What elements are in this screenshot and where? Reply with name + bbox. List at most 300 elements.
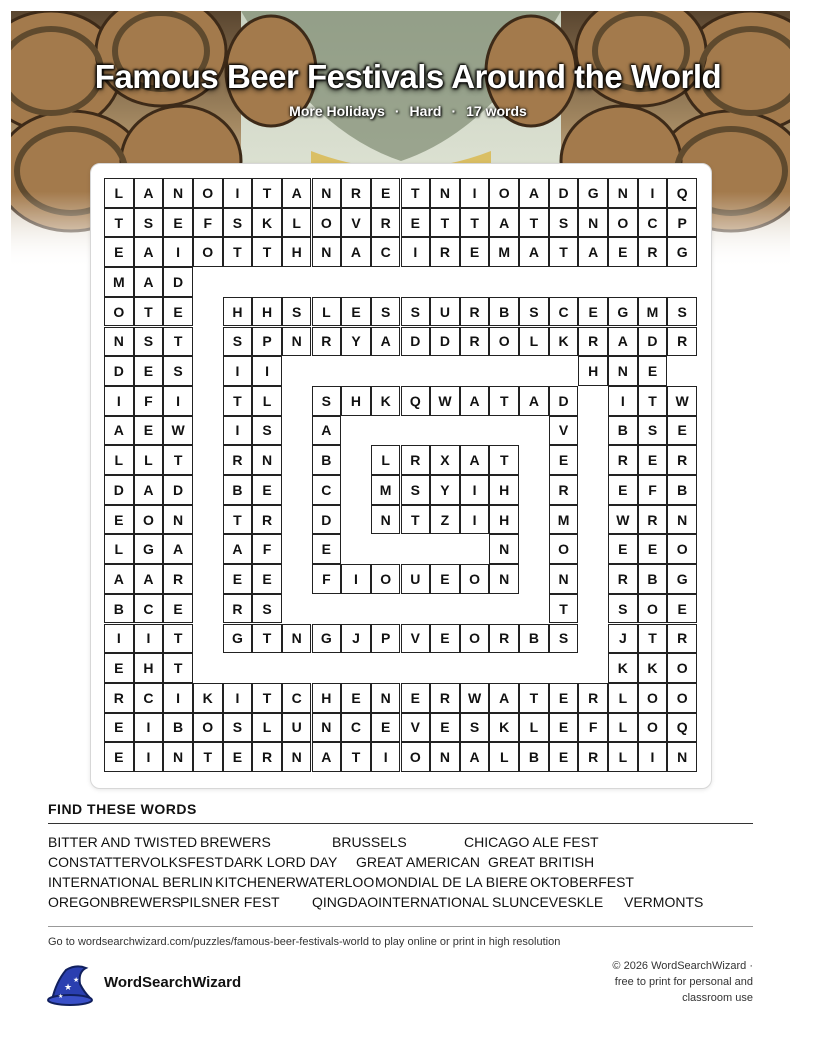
grid-cell[interactable]: T <box>223 505 253 535</box>
grid-cell[interactable]: N <box>163 505 193 535</box>
grid-cell[interactable]: E <box>104 505 134 535</box>
grid-cell[interactable]: E <box>104 713 134 743</box>
grid-cell[interactable]: N <box>282 624 312 654</box>
grid-cell[interactable]: I <box>163 683 193 713</box>
grid-cell[interactable]: S <box>223 327 253 357</box>
grid-cell[interactable]: R <box>460 327 490 357</box>
grid-cell[interactable]: B <box>638 564 668 594</box>
grid-cell[interactable]: E <box>549 713 579 743</box>
grid-cell[interactable]: E <box>104 237 134 267</box>
grid-cell[interactable]: N <box>608 356 638 386</box>
grid-cell[interactable]: B <box>519 742 549 772</box>
grid-cell[interactable]: I <box>104 386 134 416</box>
grid-cell[interactable]: R <box>401 445 431 475</box>
grid-cell[interactable]: V <box>549 416 579 446</box>
grid-cell[interactable]: R <box>252 742 282 772</box>
grid-cell[interactable]: T <box>460 208 490 238</box>
grid-cell[interactable]: A <box>282 178 312 208</box>
grid-cell[interactable]: I <box>134 742 164 772</box>
grid-cell[interactable]: S <box>549 624 579 654</box>
grid-cell[interactable]: G <box>134 534 164 564</box>
grid-cell[interactable]: D <box>163 267 193 297</box>
grid-cell[interactable]: C <box>341 713 371 743</box>
grid-cell[interactable]: N <box>104 327 134 357</box>
grid-cell[interactable]: F <box>252 534 282 564</box>
grid-cell[interactable]: A <box>104 416 134 446</box>
grid-cell[interactable]: A <box>134 178 164 208</box>
grid-cell[interactable]: N <box>282 327 312 357</box>
grid-cell[interactable]: H <box>578 356 608 386</box>
grid-cell[interactable]: O <box>549 534 579 564</box>
grid-cell[interactable]: T <box>489 445 519 475</box>
grid-cell[interactable]: S <box>401 475 431 505</box>
grid-cell[interactable]: A <box>608 327 638 357</box>
grid-cell[interactable]: K <box>193 683 223 713</box>
grid-cell[interactable]: H <box>134 653 164 683</box>
grid-cell[interactable]: E <box>341 297 371 327</box>
grid-cell[interactable]: R <box>638 505 668 535</box>
grid-cell[interactable]: T <box>163 445 193 475</box>
grid-cell[interactable]: J <box>341 624 371 654</box>
grid-cell[interactable]: L <box>608 713 638 743</box>
grid-cell[interactable]: T <box>401 178 431 208</box>
grid-cell[interactable]: Q <box>667 713 697 743</box>
grid-cell[interactable]: S <box>638 416 668 446</box>
grid-cell[interactable]: I <box>460 178 490 208</box>
grid-cell[interactable]: T <box>104 208 134 238</box>
grid-cell[interactable]: I <box>460 505 490 535</box>
grid-cell[interactable]: B <box>104 594 134 624</box>
grid-cell[interactable]: W <box>163 416 193 446</box>
grid-cell[interactable]: N <box>667 505 697 535</box>
grid-cell[interactable]: V <box>401 713 431 743</box>
grid-cell[interactable]: T <box>252 683 282 713</box>
grid-cell[interactable]: E <box>638 445 668 475</box>
grid-cell[interactable]: E <box>638 534 668 564</box>
grid-cell[interactable]: Q <box>401 386 431 416</box>
grid-cell[interactable]: I <box>638 178 668 208</box>
grid-cell[interactable]: K <box>371 386 401 416</box>
grid-cell[interactable]: W <box>460 683 490 713</box>
grid-cell[interactable]: E <box>667 416 697 446</box>
grid-cell[interactable]: R <box>667 327 697 357</box>
grid-cell[interactable]: T <box>252 624 282 654</box>
grid-cell[interactable]: D <box>638 327 668 357</box>
grid-cell[interactable]: W <box>667 386 697 416</box>
grid-cell[interactable]: S <box>460 713 490 743</box>
grid-cell[interactable]: I <box>134 713 164 743</box>
grid-cell[interactable]: G <box>667 237 697 267</box>
grid-cell[interactable]: E <box>163 594 193 624</box>
grid-cell[interactable]: V <box>341 208 371 238</box>
grid-cell[interactable]: N <box>282 742 312 772</box>
grid-cell[interactable]: D <box>430 327 460 357</box>
grid-cell[interactable]: R <box>549 475 579 505</box>
grid-cell[interactable]: E <box>608 534 638 564</box>
grid-cell[interactable]: O <box>312 208 342 238</box>
grid-cell[interactable]: T <box>341 742 371 772</box>
grid-cell[interactable]: I <box>341 564 371 594</box>
grid-cell[interactable]: C <box>312 475 342 505</box>
grid-cell[interactable]: R <box>489 624 519 654</box>
grid-cell[interactable]: E <box>608 237 638 267</box>
grid-cell[interactable]: Q <box>667 178 697 208</box>
grid-cell[interactable]: G <box>312 624 342 654</box>
grid-cell[interactable]: M <box>489 237 519 267</box>
grid-cell[interactable]: F <box>193 208 223 238</box>
grid-cell[interactable]: E <box>401 683 431 713</box>
grid-cell[interactable]: L <box>371 445 401 475</box>
category-link[interactable]: More Holidays <box>289 103 385 119</box>
grid-cell[interactable]: A <box>460 386 490 416</box>
grid-cell[interactable]: E <box>430 713 460 743</box>
grid-cell[interactable]: O <box>667 683 697 713</box>
grid-cell[interactable]: E <box>163 208 193 238</box>
grid-cell[interactable]: L <box>104 534 134 564</box>
grid-cell[interactable]: R <box>578 683 608 713</box>
grid-cell[interactable]: I <box>104 624 134 654</box>
grid-cell[interactable]: I <box>252 356 282 386</box>
grid-cell[interactable]: U <box>282 713 312 743</box>
grid-cell[interactable]: I <box>638 742 668 772</box>
grid-cell[interactable]: F <box>134 386 164 416</box>
letter-grid[interactable] <box>104 178 697 772</box>
grid-cell[interactable]: I <box>223 356 253 386</box>
grid-cell[interactable]: L <box>608 742 638 772</box>
grid-cell[interactable]: P <box>252 327 282 357</box>
grid-cell[interactable]: I <box>223 683 253 713</box>
grid-cell[interactable]: R <box>460 297 490 327</box>
grid-cell[interactable]: N <box>371 505 401 535</box>
grid-cell[interactable]: G <box>578 178 608 208</box>
grid-cell[interactable]: A <box>104 564 134 594</box>
grid-cell[interactable]: S <box>312 386 342 416</box>
grid-cell[interactable]: D <box>549 386 579 416</box>
grid-cell[interactable]: N <box>578 208 608 238</box>
grid-cell[interactable]: S <box>163 356 193 386</box>
grid-cell[interactable]: S <box>371 297 401 327</box>
grid-cell[interactable]: R <box>223 445 253 475</box>
grid-cell[interactable]: T <box>638 624 668 654</box>
grid-cell[interactable]: E <box>252 475 282 505</box>
grid-cell[interactable]: R <box>312 327 342 357</box>
grid-cell[interactable]: R <box>578 742 608 772</box>
grid-cell[interactable]: H <box>341 386 371 416</box>
grid-cell[interactable]: I <box>163 386 193 416</box>
grid-cell[interactable]: N <box>667 742 697 772</box>
grid-cell[interactable]: N <box>489 534 519 564</box>
grid-cell[interactable]: R <box>667 445 697 475</box>
grid-cell[interactable]: I <box>401 237 431 267</box>
grid-cell[interactable]: E <box>667 594 697 624</box>
grid-cell[interactable]: C <box>638 208 668 238</box>
grid-cell[interactable]: T <box>549 237 579 267</box>
grid-cell[interactable]: J <box>608 624 638 654</box>
grid-cell[interactable]: A <box>460 445 490 475</box>
grid-cell[interactable]: E <box>341 683 371 713</box>
grid-cell[interactable]: S <box>667 297 697 327</box>
grid-cell[interactable]: R <box>223 594 253 624</box>
grid-cell[interactable]: T <box>252 237 282 267</box>
grid-cell[interactable]: N <box>163 742 193 772</box>
grid-cell[interactable]: O <box>489 178 519 208</box>
grid-cell[interactable]: E <box>549 742 579 772</box>
grid-cell[interactable]: L <box>312 297 342 327</box>
grid-cell[interactable]: T <box>223 386 253 416</box>
grid-cell[interactable]: T <box>134 297 164 327</box>
grid-cell[interactable]: E <box>460 237 490 267</box>
grid-cell[interactable]: N <box>312 178 342 208</box>
grid-cell[interactable]: S <box>252 416 282 446</box>
grid-cell[interactable]: C <box>282 683 312 713</box>
grid-cell[interactable]: H <box>489 505 519 535</box>
grid-cell[interactable]: B <box>312 445 342 475</box>
grid-cell[interactable]: N <box>312 713 342 743</box>
grid-cell[interactable]: S <box>223 208 253 238</box>
grid-cell[interactable]: E <box>163 297 193 327</box>
grid-cell[interactable]: D <box>163 475 193 505</box>
grid-cell[interactable]: A <box>460 742 490 772</box>
grid-cell[interactable]: E <box>223 564 253 594</box>
grid-cell[interactable]: E <box>430 564 460 594</box>
grid-cell[interactable]: G <box>608 297 638 327</box>
grid-cell[interactable]: H <box>223 297 253 327</box>
grid-cell[interactable]: N <box>549 564 579 594</box>
play-online-link[interactable]: Go to wordsearchwizard.com/puzzles/famous-beer-festivals-world to play online or print in high resolution <box>48 936 561 948</box>
grid-cell[interactable]: T <box>163 327 193 357</box>
grid-cell[interactable]: E <box>608 475 638 505</box>
grid-cell[interactable]: C <box>134 594 164 624</box>
grid-cell[interactable]: B <box>223 475 253 505</box>
grid-cell[interactable]: O <box>134 505 164 535</box>
grid-cell[interactable]: L <box>252 386 282 416</box>
grid-cell[interactable]: E <box>104 653 134 683</box>
grid-cell[interactable]: O <box>608 208 638 238</box>
grid-cell[interactable]: I <box>223 416 253 446</box>
grid-cell[interactable]: A <box>134 475 164 505</box>
grid-cell[interactable]: O <box>104 297 134 327</box>
grid-cell[interactable]: B <box>519 624 549 654</box>
grid-cell[interactable]: E <box>134 416 164 446</box>
grid-cell[interactable]: A <box>519 386 549 416</box>
grid-cell[interactable]: N <box>608 178 638 208</box>
grid-cell[interactable]: T <box>430 208 460 238</box>
grid-cell[interactable]: O <box>193 237 223 267</box>
grid-cell[interactable]: R <box>430 237 460 267</box>
grid-cell[interactable]: K <box>252 208 282 238</box>
grid-cell[interactable]: B <box>667 475 697 505</box>
grid-cell[interactable]: N <box>312 237 342 267</box>
grid-cell[interactable]: L <box>104 445 134 475</box>
grid-cell[interactable]: E <box>371 713 401 743</box>
grid-cell[interactable]: N <box>430 178 460 208</box>
grid-cell[interactable]: R <box>341 178 371 208</box>
grid-cell[interactable]: A <box>312 416 342 446</box>
grid-cell[interactable]: D <box>104 475 134 505</box>
grid-cell[interactable]: A <box>134 267 164 297</box>
grid-cell[interactable]: R <box>430 683 460 713</box>
grid-cell[interactable]: S <box>519 297 549 327</box>
grid-cell[interactable]: H <box>312 683 342 713</box>
grid-cell[interactable]: E <box>401 208 431 238</box>
grid-cell[interactable]: L <box>104 178 134 208</box>
grid-cell[interactable]: N <box>371 683 401 713</box>
grid-cell[interactable]: R <box>578 327 608 357</box>
grid-cell[interactable]: A <box>489 683 519 713</box>
grid-cell[interactable]: P <box>667 208 697 238</box>
grid-cell[interactable]: O <box>371 564 401 594</box>
grid-cell[interactable]: S <box>134 208 164 238</box>
grid-cell[interactable]: O <box>193 713 223 743</box>
grid-cell[interactable]: A <box>312 742 342 772</box>
grid-cell[interactable]: E <box>104 742 134 772</box>
grid-cell[interactable]: H <box>252 297 282 327</box>
grid-cell[interactable]: U <box>430 297 460 327</box>
grid-cell[interactable]: S <box>401 297 431 327</box>
grid-cell[interactable]: M <box>371 475 401 505</box>
grid-cell[interactable]: I <box>163 237 193 267</box>
grid-cell[interactable]: G <box>223 624 253 654</box>
grid-cell[interactable]: A <box>578 237 608 267</box>
grid-cell[interactable]: O <box>460 624 490 654</box>
grid-cell[interactable]: E <box>549 445 579 475</box>
grid-cell[interactable]: T <box>519 683 549 713</box>
grid-cell[interactable]: D <box>401 327 431 357</box>
grid-cell[interactable]: K <box>489 713 519 743</box>
grid-cell[interactable]: O <box>489 327 519 357</box>
grid-cell[interactable]: S <box>549 208 579 238</box>
grid-cell[interactable]: B <box>489 297 519 327</box>
grid-cell[interactable]: N <box>163 178 193 208</box>
grid-cell[interactable]: S <box>134 327 164 357</box>
grid-cell[interactable]: L <box>608 683 638 713</box>
grid-cell[interactable]: E <box>638 356 668 386</box>
grid-cell[interactable]: O <box>638 713 668 743</box>
grid-cell[interactable]: L <box>282 208 312 238</box>
grid-cell[interactable]: E <box>312 534 342 564</box>
grid-cell[interactable]: R <box>608 564 638 594</box>
grid-cell[interactable]: E <box>549 683 579 713</box>
grid-cell[interactable]: E <box>578 297 608 327</box>
grid-cell[interactable]: R <box>371 208 401 238</box>
grid-cell[interactable]: G <box>667 564 697 594</box>
grid-cell[interactable]: K <box>608 653 638 683</box>
grid-cell[interactable]: A <box>134 564 164 594</box>
grid-cell[interactable]: N <box>252 445 282 475</box>
grid-cell[interactable]: O <box>193 178 223 208</box>
grid-cell[interactable]: T <box>549 594 579 624</box>
grid-cell[interactable]: I <box>134 624 164 654</box>
grid-cell[interactable]: W <box>608 505 638 535</box>
grid-cell[interactable]: D <box>549 178 579 208</box>
grid-cell[interactable]: L <box>489 742 519 772</box>
grid-cell[interactable]: T <box>519 208 549 238</box>
grid-cell[interactable]: D <box>312 505 342 535</box>
grid-cell[interactable]: M <box>104 267 134 297</box>
grid-cell[interactable]: E <box>252 564 282 594</box>
grid-cell[interactable]: A <box>134 237 164 267</box>
grid-cell[interactable]: K <box>638 653 668 683</box>
grid-cell[interactable]: C <box>371 237 401 267</box>
grid-cell[interactable]: F <box>312 564 342 594</box>
grid-cell[interactable]: V <box>401 624 431 654</box>
grid-cell[interactable]: E <box>134 356 164 386</box>
grid-cell[interactable]: Y <box>430 475 460 505</box>
grid-cell[interactable]: I <box>223 178 253 208</box>
grid-cell[interactable]: T <box>163 653 193 683</box>
grid-cell[interactable]: N <box>430 742 460 772</box>
grid-cell[interactable]: A <box>519 237 549 267</box>
grid-cell[interactable]: T <box>193 742 223 772</box>
grid-cell[interactable]: Z <box>430 505 460 535</box>
grid-cell[interactable]: H <box>282 237 312 267</box>
grid-cell[interactable]: A <box>371 327 401 357</box>
grid-cell[interactable]: I <box>460 475 490 505</box>
grid-cell[interactable]: O <box>638 683 668 713</box>
grid-cell[interactable]: A <box>341 237 371 267</box>
grid-cell[interactable]: A <box>489 208 519 238</box>
grid-cell[interactable]: A <box>163 534 193 564</box>
grid-cell[interactable]: S <box>252 594 282 624</box>
grid-cell[interactable]: F <box>578 713 608 743</box>
grid-cell[interactable]: S <box>282 297 312 327</box>
grid-cell[interactable]: T <box>401 505 431 535</box>
grid-cell[interactable]: L <box>134 445 164 475</box>
grid-cell[interactable]: R <box>608 445 638 475</box>
grid-cell[interactable]: O <box>460 564 490 594</box>
grid-cell[interactable]: M <box>549 505 579 535</box>
grid-cell[interactable]: R <box>252 505 282 535</box>
grid-cell[interactable]: M <box>638 297 668 327</box>
grid-cell[interactable]: O <box>667 653 697 683</box>
grid-cell[interactable]: B <box>608 416 638 446</box>
grid-cell[interactable]: T <box>223 237 253 267</box>
grid-cell[interactable]: X <box>430 445 460 475</box>
grid-cell[interactable]: A <box>223 534 253 564</box>
grid-cell[interactable]: E <box>223 742 253 772</box>
grid-cell[interactable]: N <box>489 564 519 594</box>
grid-cell[interactable]: I <box>371 742 401 772</box>
grid-cell[interactable]: H <box>489 475 519 505</box>
grid-cell[interactable]: U <box>401 564 431 594</box>
grid-cell[interactable]: I <box>608 386 638 416</box>
grid-cell[interactable]: D <box>104 356 134 386</box>
grid-cell[interactable]: C <box>549 297 579 327</box>
grid-cell[interactable]: L <box>252 713 282 743</box>
grid-cell[interactable]: O <box>667 534 697 564</box>
grid-cell[interactable]: C <box>134 683 164 713</box>
grid-cell[interactable]: Y <box>341 327 371 357</box>
grid-cell[interactable]: L <box>519 327 549 357</box>
grid-cell[interactable]: S <box>608 594 638 624</box>
grid-cell[interactable]: K <box>549 327 579 357</box>
grid-cell[interactable]: E <box>430 624 460 654</box>
grid-cell[interactable]: P <box>371 624 401 654</box>
grid-cell[interactable]: T <box>638 386 668 416</box>
grid-cell[interactable]: R <box>667 624 697 654</box>
grid-cell[interactable]: R <box>638 237 668 267</box>
grid-cell[interactable]: R <box>163 564 193 594</box>
grid-cell[interactable]: A <box>519 178 549 208</box>
grid-cell[interactable]: B <box>163 713 193 743</box>
grid-cell[interactable]: W <box>430 386 460 416</box>
grid-cell[interactable]: O <box>638 594 668 624</box>
grid-cell[interactable]: F <box>638 475 668 505</box>
grid-cell[interactable]: E <box>371 178 401 208</box>
grid-cell[interactable]: T <box>163 624 193 654</box>
grid-cell[interactable]: T <box>489 386 519 416</box>
grid-cell[interactable]: O <box>401 742 431 772</box>
